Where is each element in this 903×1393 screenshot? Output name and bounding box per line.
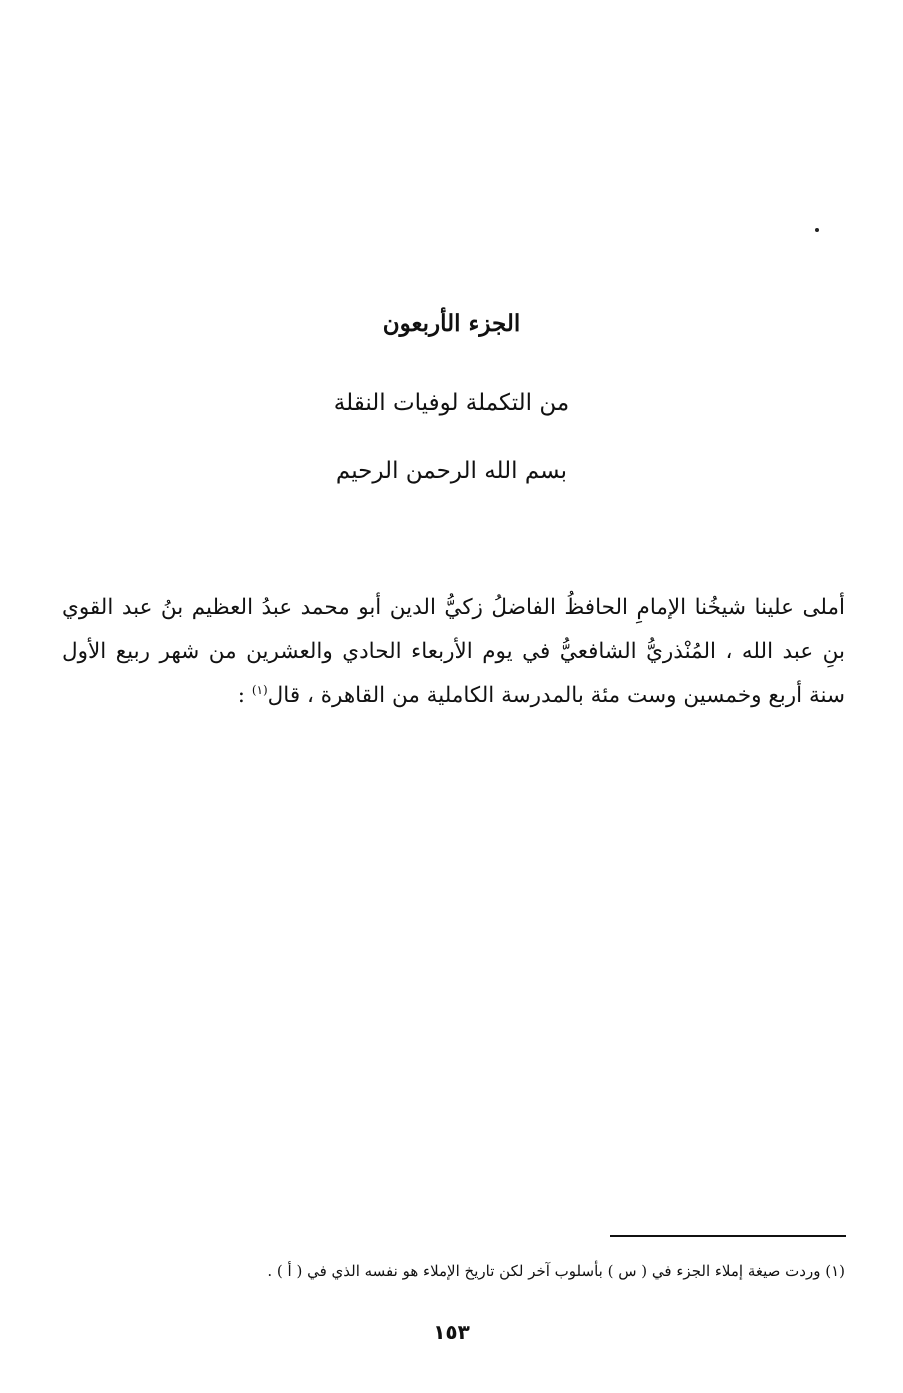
scan-speck <box>815 228 819 232</box>
basmala: بسم الله الرحمن الرحيم <box>335 458 568 484</box>
page-heading: الجزء الأربعون <box>382 310 521 337</box>
main-paragraph <box>62 586 845 718</box>
footnote-reference[interactable]: (١) <box>251 682 268 697</box>
footnote: (١) وردت صيغة إملاء الجزء في ( س ) بأسلوب آخر لكن تاريخ الإملاء هو نفسه الذي في ( أ ) . <box>267 1262 845 1280</box>
footnote-divider <box>610 1235 846 1237</box>
main-paragraph-text: أملى علينا شيخُنا الإمامِ الحافظُ الفاضلُ زكيُّ الدين أبو محمد عبدُ العظيم بنُ عبد القوي بنِ عبد الله ، المُنْذريُّ الشافعيُّ في يوم الأربعاء الحادي والعشرين من شهر ربيع الأول سنة أربع وخمسين وست مئة بالمدرسة الكاملية من القاهرة ، قال <box>62 595 845 708</box>
paragraph-end: : <box>237 683 252 708</box>
page-subheading: من التكملة لوفيات النقلة <box>333 390 570 416</box>
page-number: ١٥٣ <box>433 1320 470 1344</box>
